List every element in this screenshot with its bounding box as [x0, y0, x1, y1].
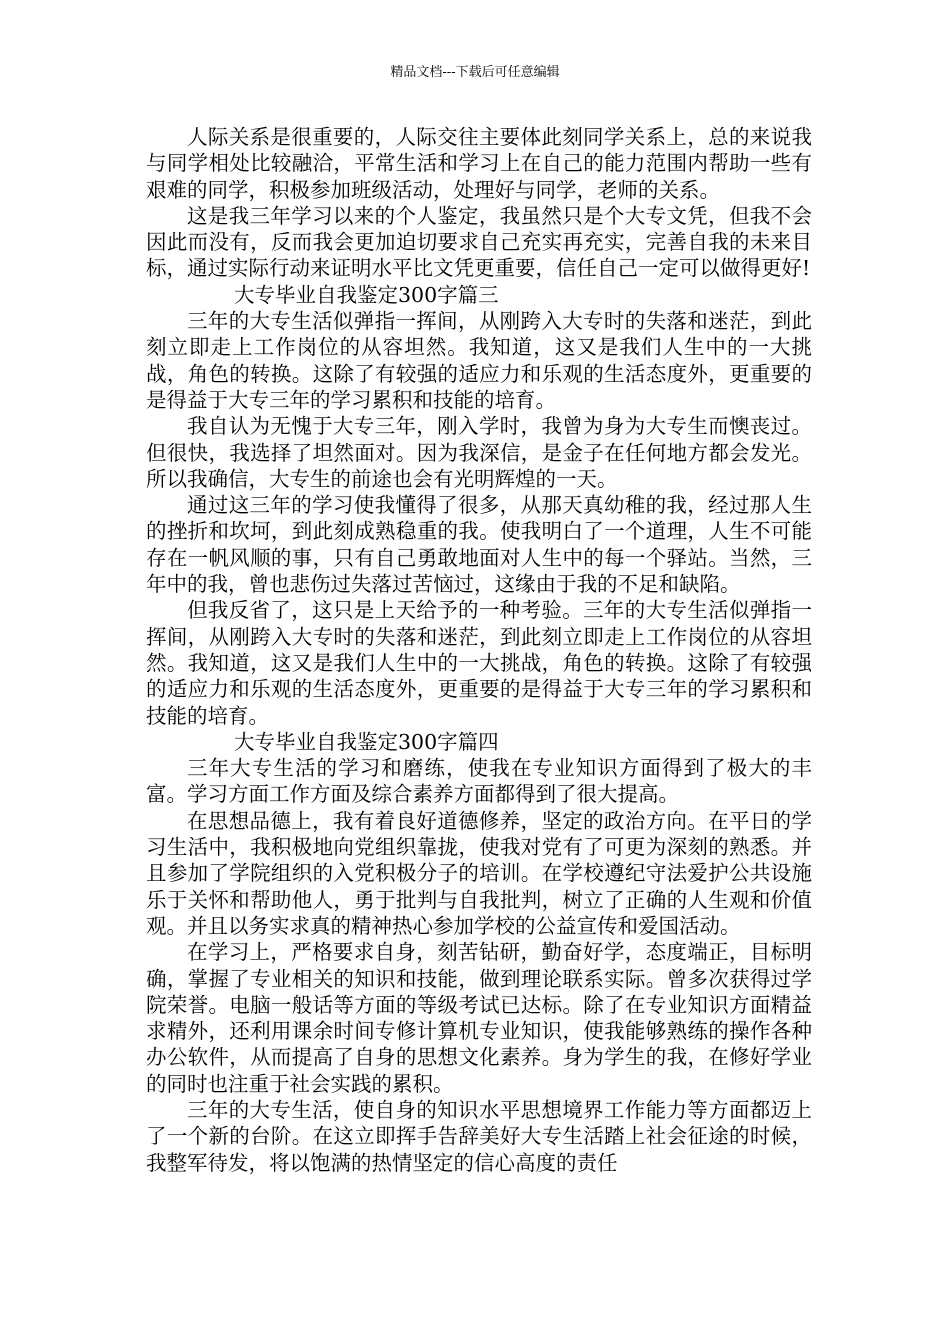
paragraph: 通过这三年的学习使我懂得了很多，从那天真幼稚的我，经过那人生的挫折和坎坷，到此刻成熟稳重的我。使我明白了一个道理，人生不可能存在一帆风顺的事，只有自己勇敢地面对人生中的每一个驿站。当然，三年中的我，曾也悲伤过失落过苦恼过，这缘由于我的不足和缺陷。 — [146, 493, 812, 597]
paragraph: 在思想品德上，我有着良好道德修养，坚定的政治方向。在平日的学习生活中，我积极地向党组织靠拢，使我对党有了可更为深刻的熟悉。并且参加了学院组织的入党积极分子的培训。在学校遵纪守法爱护公共设施乐于关怀和帮助他人，勇于批判与自我批判，树立了正确的人生观和价值观。并且以务实求真的精神热心参加学校的公益宣传和爱国活动。 — [146, 808, 812, 938]
paragraph: 我自认为无愧于大专三年，刚入学时，我曾为身为大专生而懊丧过。但很快，我选择了坦然面对。因为我深信，是金子在任何地方都会发光。所以我确信，大专生的前途也会有光明辉煌的一天。 — [146, 414, 812, 491]
paragraph: 人际关系是很重要的，人际交往主要体此刻同学关系上，总的来说我与同学相处比较融洽，平常生活和学习上在自己的能力范围内帮助一些有艰难的同学，积极参加班级活动，处理好与同学，老师的关系。 — [146, 125, 812, 202]
paragraph: 三年的大专生活似弹指一挥间，从刚跨入大专时的失落和迷茫，到此刻立即走上工作岗位的从容坦然。我知道，这又是我们人生中的一大挑战，角色的转换。这除了有较强的适应力和乐观的生活态度外，更重要的是得益于大专三年的学习累积和技能的培育。 — [146, 309, 812, 412]
paragraph: 三年的大专生活，使自身的知识水平思想境界工作能力等方面都迈上了一个新的台阶。在这立即挥手告辞美好大专生活踏上社会征途的时候，我整军待发，将以饱满的热情坚定的信心高度的责任 — [146, 1097, 812, 1175]
paragraph: 三年大专生活的学习和磨练，使我在专业知识方面得到了极大的丰富。学习方面工作方面及综合素养方面都得到了很大提高。 — [146, 756, 812, 807]
page-header: 精品文档---下载后可任意编辑 — [390, 65, 560, 80]
section-heading: 大专毕业自我鉴定300字篇三 — [234, 282, 499, 307]
paragraph: 但我反省了，这只是上天给予的一种考验。三年的大专生活似弹指一挥间，从刚跨入大专时的失落和迷茫，到此刻立即走上工作岗位的从容坦然。我知道，这又是我们人生中的一大挑战，角色的转换。这除了有较强的适应力和乐观的生活态度外，更重要的是得益于大专三年的学习累积和技能的培育。 — [146, 598, 812, 728]
section-heading: 大专毕业自我鉴定300字篇四 — [234, 729, 499, 754]
paragraph: 这是我三年学习以来的个人鉴定，我虽然只是个大专文凭，但我不会因此而没有，反而我会更加迫切要求自己充实再充实，完善自我的未来目标，通过实际行动来证明水平比文凭更重要，信任自己一定可以做得更好! — [146, 203, 812, 281]
paragraph: 在学习上，严格要求自身，刻苦钻研，勤奋好学，态度端正，目标明确，掌握了专业相关的知识和技能，做到理论联系实际。曾多次获得过学院荣誉。电脑一般话等方面的等级考试已达标。除了在专业知识方面精益求精外，还利用课余时间专修计算机专业知识，使我能够熟练的操作各种办公软件，从而提高了自身的思想文化素养。身为学生的我，在修好学业的同时也注重于社会实践的累积。 — [146, 940, 812, 1096]
document-body — [146, 124, 812, 1176]
